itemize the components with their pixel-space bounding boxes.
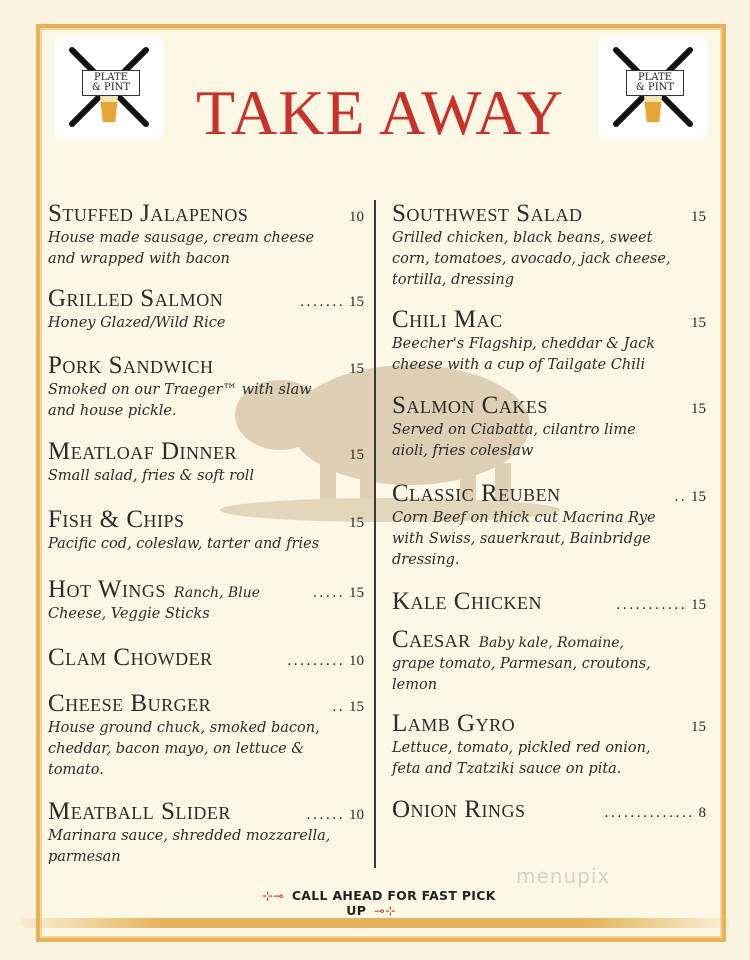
menu-item bbox=[392, 710, 706, 780]
menu-item-header bbox=[392, 796, 706, 824]
menu-item bbox=[392, 480, 706, 571]
menu-item-description: tomato. bbox=[48, 762, 104, 778]
menu-item-description: dressing. bbox=[392, 552, 460, 568]
menu-item-name: Meatball Slider bbox=[48, 798, 231, 825]
menu-item-description: Lettuce, tomato, pickled red onion, bbox=[392, 740, 651, 756]
menu-item-price: 15 bbox=[349, 361, 364, 377]
menu-item-description: Small salad, fries & soft roll bbox=[48, 468, 255, 484]
menu-item bbox=[48, 798, 364, 868]
menu-item-header bbox=[392, 200, 706, 228]
menu-item-header bbox=[48, 690, 364, 718]
menu-item bbox=[392, 796, 706, 824]
logo-left bbox=[54, 38, 164, 138]
menu-item-header bbox=[392, 392, 706, 420]
menu-item-price: 10 bbox=[349, 209, 364, 225]
menu-item-price: 15 bbox=[691, 597, 706, 613]
menu-item-name: Onion Rings bbox=[392, 796, 526, 823]
menu-item-name: Hot Wings bbox=[48, 576, 166, 603]
beer-glass-icon bbox=[644, 96, 662, 122]
menu-item-description: Marinara sauce, shredded mozzarella, bbox=[48, 828, 331, 844]
menu-item-name: Southwest Salad bbox=[392, 200, 583, 227]
menu-item-description: feta and Tzatziki sauce on pita. bbox=[392, 761, 622, 777]
menu-item bbox=[48, 200, 364, 270]
menu-item-description: Corn Beef on thick cut Macrina Rye bbox=[392, 510, 656, 526]
menu-item-header bbox=[48, 644, 364, 672]
menu-item-description: House made sausage, cream cheese bbox=[48, 230, 315, 246]
menu-item-description: corn, tomatoes, avocado, jack cheese, bbox=[392, 251, 671, 267]
menu-item bbox=[392, 200, 706, 291]
menu-item-description: cheddar, bacon mayo, on lettuce & bbox=[48, 741, 305, 757]
menu-item-description: grape tomato, Parmesan, croutons, bbox=[392, 656, 651, 672]
watermark: menupix bbox=[516, 864, 611, 888]
menu-item-price: 15 bbox=[691, 401, 706, 417]
menu-item-name: Kale Chicken bbox=[392, 588, 542, 615]
menu-item-name: Pork Sandwich bbox=[48, 352, 214, 379]
menu-item-header bbox=[48, 352, 364, 380]
menu-item-name: Caesar bbox=[392, 626, 471, 653]
menu-item-price: 15 bbox=[349, 294, 364, 310]
menu-item-description: aioli, fries coleslaw bbox=[392, 443, 534, 459]
menu-item-header bbox=[48, 200, 364, 228]
menu-item-leader-dots: ..... bbox=[312, 585, 345, 601]
menu-item-header bbox=[392, 626, 706, 654]
beer-glass-icon bbox=[100, 96, 118, 122]
footer-note: ⊹⊸ CALL AHEAD FOR FAST PICK UP ⊸⊹ bbox=[262, 888, 496, 918]
menu-item bbox=[392, 306, 706, 376]
menu-item-price: 15 bbox=[349, 447, 364, 463]
menu-item bbox=[392, 588, 706, 616]
menu-item-name: Chili Mac bbox=[392, 306, 503, 333]
logo-text: PLATE & PINT bbox=[82, 70, 140, 96]
menu-item-price: 15 bbox=[691, 209, 706, 225]
menu-item-header bbox=[48, 506, 364, 534]
menu-item-header bbox=[48, 798, 364, 826]
menu-item-description: with Swiss, sauerkraut, Bainbridge bbox=[392, 531, 651, 547]
menu-item-description: Grilled chicken, black beans, sweet bbox=[392, 230, 653, 246]
menu-item-description: Smoked on our Traeger™ with slaw bbox=[48, 382, 312, 398]
menu-item bbox=[48, 576, 364, 625]
menu-item-price: 15 bbox=[691, 489, 706, 505]
menu-item-description: lemon bbox=[392, 677, 438, 693]
menu-item bbox=[48, 285, 364, 334]
menu-item-name: Fish & Chips bbox=[48, 506, 185, 533]
menu-item-inline-desc: Ranch, Blue bbox=[173, 585, 261, 601]
menu-item-leader-dots: .............. bbox=[604, 805, 695, 821]
menu-item-name: Meatloaf Dinner bbox=[48, 438, 238, 465]
menu-item-name: Stuffed Jalapenos bbox=[48, 200, 249, 227]
ornament-icon: ⊸⊹ bbox=[374, 903, 396, 918]
menu-item bbox=[48, 506, 364, 555]
menu-item-price: 15 bbox=[349, 699, 364, 715]
menu-item-description: parmesan bbox=[48, 849, 121, 865]
menu-item-description: House ground chuck, smoked bacon, bbox=[48, 720, 320, 736]
menu-item-inline-desc: Baby kale, Romaine, bbox=[478, 635, 624, 651]
menu-item-header bbox=[48, 576, 364, 604]
menu-item bbox=[392, 626, 706, 696]
menu-item bbox=[48, 690, 364, 781]
menu-item-description: Served on Ciabatta, cilantro lime bbox=[392, 422, 636, 438]
frame-bottom-stroke bbox=[20, 918, 730, 928]
menu-item-description: and wrapped with bacon bbox=[48, 251, 230, 267]
menu-item-description: Beecher's Flagship, cheddar & Jack bbox=[392, 336, 656, 352]
menu-item-header bbox=[48, 285, 364, 313]
menu-item-price: 15 bbox=[349, 585, 364, 601]
menu-item bbox=[48, 644, 364, 672]
menu-item-leader-dots: .. bbox=[332, 699, 345, 715]
menu-item-leader-dots: ....... bbox=[299, 294, 345, 310]
menu-item-price: 15 bbox=[691, 315, 706, 331]
menu-item-name: Cheese Burger bbox=[48, 690, 212, 717]
menu-item-name: Classic Reuben bbox=[392, 480, 561, 507]
menu-item-name: Grilled Salmon bbox=[48, 285, 224, 312]
logo-right bbox=[598, 38, 708, 138]
menu-item-name: Salmon Cakes bbox=[392, 392, 548, 419]
menu-item-description: Pacific cod, coleslaw, tarter and fries bbox=[48, 536, 320, 552]
menu-item-leader-dots: ........... bbox=[616, 597, 687, 613]
menu-item-header bbox=[392, 588, 706, 616]
page-title: TAKE AWAY bbox=[196, 77, 564, 148]
logo-text: PLATE & PINT bbox=[626, 70, 684, 96]
menu-item-description: Cheese, Veggie Sticks bbox=[48, 606, 210, 622]
menu-item-leader-dots: ......... bbox=[286, 653, 345, 669]
menu-item-description: tortilla, dressing bbox=[392, 272, 515, 288]
menu-item-price: 8 bbox=[698, 805, 706, 821]
menu-item-description: cheese with a cup of Tailgate Chili bbox=[392, 357, 646, 373]
menu-item bbox=[48, 438, 364, 487]
menu-item bbox=[48, 352, 364, 422]
menu-item-leader-dots: .. bbox=[674, 489, 687, 505]
column-divider bbox=[374, 200, 376, 868]
menu-item-price: 15 bbox=[691, 719, 706, 735]
menu-item-name: Clam Chowder bbox=[48, 644, 213, 671]
menu-item-description: Honey Glazed/Wild Rice bbox=[48, 315, 226, 331]
menu-item-description: and house pickle. bbox=[48, 403, 177, 419]
menu-item-price: 10 bbox=[349, 653, 364, 669]
menu-item-name: Lamb Gyro bbox=[392, 710, 516, 737]
menu-item-leader-dots: ...... bbox=[306, 807, 345, 823]
menu-item-header bbox=[48, 438, 364, 466]
menu-item-price: 15 bbox=[349, 515, 364, 531]
menu-item-header bbox=[392, 306, 706, 334]
menu-item-price: 10 bbox=[349, 807, 364, 823]
menu-item bbox=[392, 392, 706, 462]
menu-item-header bbox=[392, 480, 706, 508]
ornament-icon: ⊹⊸ bbox=[262, 888, 284, 903]
menu-item-header bbox=[392, 710, 706, 738]
